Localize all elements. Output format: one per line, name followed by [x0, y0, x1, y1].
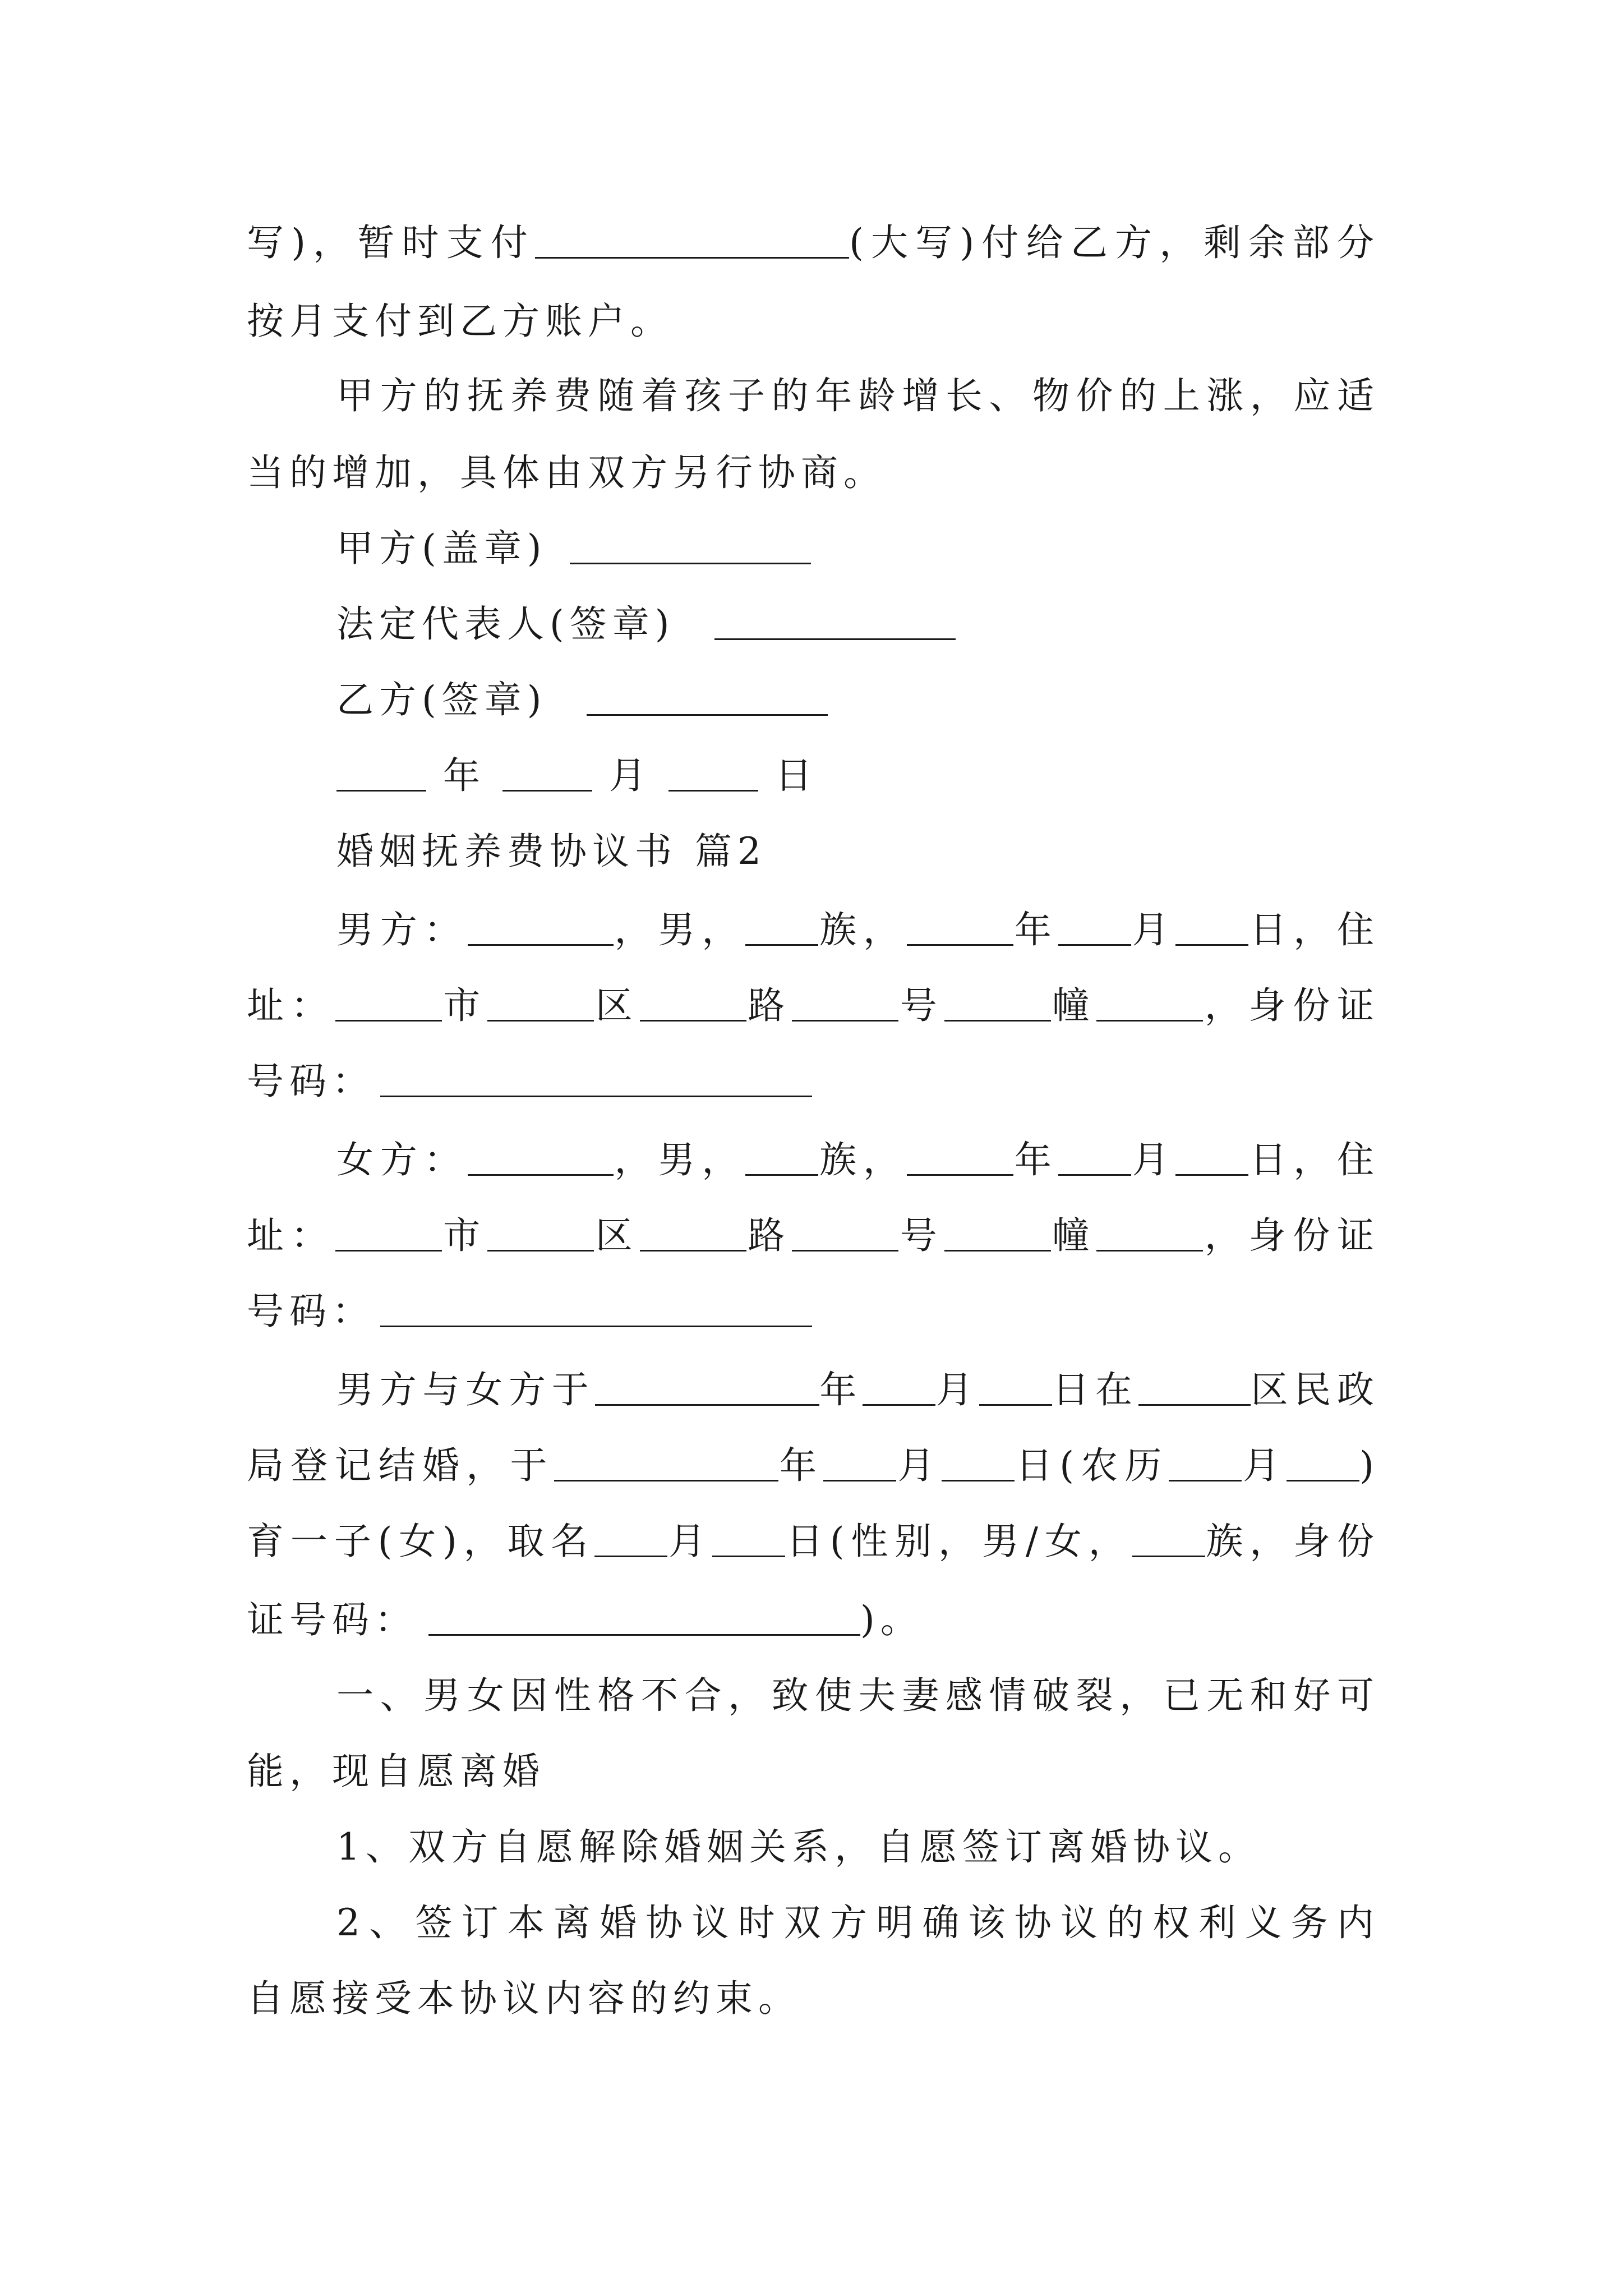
fill-in-blank: [570, 529, 811, 564]
text-segment: 甲方(盖章): [336, 527, 547, 570]
text-segment: ): [1359, 1444, 1380, 1487]
text-line: [336, 1820, 1380, 1874]
text-line: [336, 597, 1380, 651]
text-segment: 号: [898, 984, 944, 1027]
text-segment: (大写)付给乙方，剩余部分: [849, 221, 1380, 264]
fill-in-blank: [335, 986, 442, 1022]
text-segment: 号: [898, 1214, 944, 1257]
text-segment: 女方：: [336, 1138, 468, 1181]
fill-in-blank: [1175, 910, 1248, 946]
fill-in-blank: [942, 1446, 1015, 1481]
text-line: [247, 1515, 1380, 1568]
fill-in-blank: [1058, 910, 1131, 946]
fill-in-blank: [907, 910, 1013, 946]
fill-in-blank: [714, 605, 956, 640]
fill-in-blank: [640, 1216, 746, 1251]
text-segment: 年: [819, 1368, 863, 1411]
text-segment: 甲方的抚养费随着孩子的年龄增长、物价的上涨，应适: [336, 374, 1380, 417]
text-line: [336, 1896, 1380, 1950]
text-line: [247, 1972, 1380, 2026]
text-segment: 婚姻抚养费协议书 篇2: [336, 830, 767, 873]
text-segment: 日(农历: [1014, 1444, 1169, 1487]
text-line: [247, 1745, 1380, 1798]
fill-in-blank: [587, 680, 828, 716]
text-segment: 一、男女因性格不合，致使夫妻感情破裂，已无和好可: [336, 1674, 1380, 1717]
text-segment: 男方：: [336, 908, 468, 951]
fill-in-blank: [863, 1370, 935, 1406]
text-line: [247, 1209, 1380, 1263]
text-segment: 族，身份: [1205, 1520, 1380, 1563]
fill-in-blank: [502, 756, 592, 792]
text-segment: ，男，: [613, 908, 746, 951]
text-segment: 局登记结婚，于: [247, 1444, 554, 1487]
text-segment: 市: [441, 984, 487, 1027]
text-line: [336, 1133, 1380, 1187]
fill-in-blank: [468, 1140, 614, 1176]
text-segment: 日(性别，男/女，: [785, 1520, 1132, 1563]
text-segment: 1、双方自愿解除婚姻关系，自愿签订离婚协议。: [336, 1825, 1261, 1869]
text-segment: 年: [778, 1444, 824, 1487]
fill-in-blank: [745, 910, 818, 946]
text-segment: ，身份证: [1203, 1214, 1380, 1257]
fill-in-blank: [428, 1600, 860, 1636]
text-segment: 按月支付到乙方账户。: [247, 300, 673, 343]
text-line: [247, 295, 1380, 348]
fill-in-blank: [668, 756, 758, 792]
fill-in-blank: [712, 1522, 785, 1557]
text-segment: 年: [443, 754, 486, 797]
text-segment: ，男，: [613, 1138, 746, 1181]
text-line: [336, 903, 1380, 957]
text-line: [247, 446, 1380, 500]
text-segment: 日，住: [1248, 1138, 1380, 1181]
text-line: [336, 673, 1380, 727]
text-segment: 幢: [1050, 984, 1096, 1027]
fill-in-blank: [792, 986, 898, 1022]
fill-in-blank: [335, 1216, 442, 1251]
text-line: [336, 749, 1380, 803]
text-line: [247, 1593, 1380, 1647]
text-segment: 月: [667, 1520, 712, 1563]
text-line: [336, 522, 1380, 576]
fill-in-blank: [554, 1446, 778, 1481]
fill-in-blank: [1287, 1446, 1359, 1481]
text-line: [247, 1055, 1380, 1108]
text-line: [336, 1363, 1380, 1417]
text-line: [247, 979, 1380, 1033]
text-segment: 月: [896, 1444, 942, 1487]
text-segment: 月: [1241, 1444, 1287, 1487]
fill-in-blank: [380, 1062, 812, 1097]
text-segment: 址：: [247, 1214, 335, 1257]
text-segment: 日在: [1052, 1368, 1138, 1411]
fill-in-blank: [1169, 1446, 1242, 1481]
text-line: [247, 1285, 1380, 1338]
text-segment: 育一子(女)，取名: [247, 1520, 595, 1563]
fill-in-blank: [336, 756, 426, 792]
fill-in-blank: [535, 223, 849, 259]
text-segment: 自愿接受本协议内容的约束。: [247, 1977, 801, 2020]
text-segment: 路: [746, 1214, 792, 1257]
fill-in-blank: [487, 1216, 594, 1251]
text-line: [336, 1669, 1380, 1723]
fill-in-blank: [823, 1446, 896, 1481]
text-segment: 写)，暂时支付: [247, 221, 536, 264]
text-segment: 月: [935, 1368, 979, 1411]
text-segment: )。: [860, 1598, 923, 1641]
text-segment: 月: [609, 754, 652, 797]
fill-in-blank: [944, 986, 1051, 1022]
text-segment: 月: [1131, 908, 1176, 951]
text-segment: 号码：: [247, 1060, 375, 1103]
text-line: [247, 1439, 1380, 1493]
text-segment: 族，: [818, 1138, 907, 1181]
fill-in-blank: [1058, 1140, 1131, 1176]
text-segment: 证号码：: [247, 1598, 417, 1641]
fill-in-blank: [745, 1140, 818, 1176]
fill-in-blank: [594, 1522, 667, 1557]
text-segment: 法定代表人(签章): [336, 602, 675, 646]
fill-in-blank: [1138, 1370, 1251, 1406]
text-segment: 日，住: [1248, 908, 1380, 951]
text-line: [247, 216, 1380, 270]
text-line: [336, 825, 1380, 878]
text-segment: 乙方(签章): [336, 678, 547, 721]
fill-in-blank: [1132, 1522, 1205, 1557]
fill-in-blank: [468, 910, 614, 946]
text-segment: 区: [594, 984, 640, 1027]
fill-in-blank: [1096, 1216, 1203, 1251]
fill-in-blank: [595, 1370, 819, 1406]
text-segment: 2、签订本离婚协议时双方明确该协议的权利义务内: [336, 1901, 1380, 1944]
text-segment: 市: [441, 1214, 487, 1257]
fill-in-blank: [640, 986, 746, 1022]
text-segment: 日: [775, 754, 818, 797]
text-segment: 幢: [1050, 1214, 1096, 1257]
text-segment: 年: [1013, 908, 1058, 951]
fill-in-blank: [907, 1140, 1013, 1176]
text-segment: 能，现自愿离婚: [247, 1750, 545, 1793]
text-segment: 路: [746, 984, 792, 1027]
fill-in-blank: [979, 1370, 1052, 1406]
text-segment: ，身份证: [1203, 984, 1380, 1027]
text-line: [336, 369, 1380, 423]
fill-in-blank: [380, 1292, 812, 1327]
text-segment: 族，: [818, 908, 907, 951]
fill-in-blank: [792, 1216, 898, 1251]
text-segment: 年: [1013, 1138, 1058, 1181]
text-segment: 区: [594, 1214, 640, 1257]
fill-in-blank: [944, 1216, 1051, 1251]
fill-in-blank: [487, 986, 594, 1022]
text-segment: 址：: [247, 984, 335, 1027]
text-segment: 月: [1131, 1138, 1176, 1181]
text-segment: 号码：: [247, 1290, 375, 1333]
fill-in-blank: [1096, 986, 1203, 1022]
text-segment: 区民政: [1250, 1368, 1380, 1411]
text-segment: 男方与女方于: [336, 1368, 595, 1411]
fill-in-blank: [1175, 1140, 1248, 1176]
text-segment: 当的增加，具体由双方另行协商。: [247, 451, 886, 494]
